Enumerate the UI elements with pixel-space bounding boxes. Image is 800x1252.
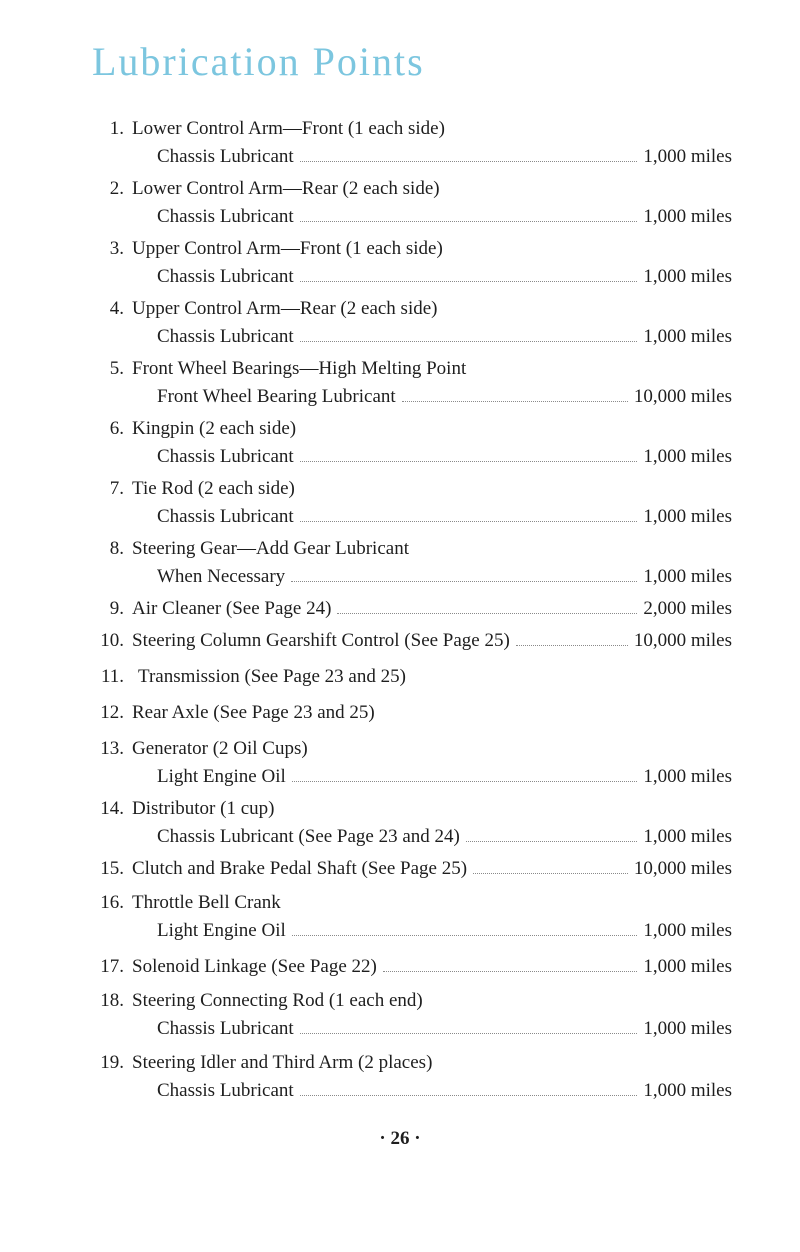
dot-leader — [291, 581, 637, 582]
entry-detail-row — [0, 320, 800, 348]
entry-lubricant: Chassis Lubricant — [157, 1080, 294, 1101]
entry-interval: 1,000 miles — [643, 566, 732, 587]
entry-number: 17. — [100, 956, 124, 977]
entry-lubricant: Chassis Lubricant — [157, 446, 294, 467]
entry-interval: 1,000 miles — [643, 446, 732, 467]
list-item — [0, 882, 800, 942]
dot-leader — [300, 1095, 638, 1096]
entry-heading-row — [0, 728, 800, 760]
list-item — [0, 408, 800, 468]
entry-detail-row — [0, 820, 800, 848]
entry-heading-row — [0, 528, 800, 560]
entry-interval: 1,000 miles — [643, 506, 732, 527]
entry-detail-row — [0, 260, 800, 288]
entry-heading: Steering Column Gearshift Control (See Page 25) — [132, 630, 510, 651]
entry-heading-row — [0, 228, 800, 260]
entry-number: 18. — [100, 990, 124, 1011]
dot-leader — [337, 613, 637, 614]
list-item — [0, 728, 800, 788]
entry-heading-row — [0, 848, 800, 880]
entry-interval: 1,000 miles — [643, 326, 732, 347]
entry-detail-row — [0, 1074, 800, 1102]
list-item — [0, 656, 800, 688]
list-item — [0, 848, 800, 880]
entry-detail-row — [0, 760, 800, 788]
dot-leader — [300, 221, 638, 222]
entry-interval: 2,000 miles — [643, 598, 732, 619]
entry-heading: Steering Connecting Rod (1 each end) — [132, 990, 423, 1011]
entry-interval: 1,000 miles — [643, 920, 732, 941]
entry-number: 12. — [100, 702, 124, 723]
entry-heading-row — [0, 108, 800, 140]
entry-heading-row — [0, 168, 800, 200]
entry-interval: 1,000 miles — [643, 266, 732, 287]
dot-leader — [402, 401, 628, 402]
entry-heading-row — [0, 468, 800, 500]
entry-detail-row — [0, 500, 800, 528]
entry-number: 13. — [100, 738, 124, 759]
entry-number: 19. — [100, 1052, 124, 1073]
dot-leader — [300, 1033, 638, 1034]
entry-heading: Air Cleaner (See Page 24) — [132, 598, 332, 619]
page-title: Lubrication Points — [92, 39, 425, 84]
entry-lubricant: Front Wheel Bearing Lubricant — [157, 386, 396, 407]
list-item — [0, 528, 800, 588]
entry-lubricant: Chassis Lubricant — [157, 146, 294, 167]
entry-detail-row — [0, 440, 800, 468]
entry-number: 3. — [109, 238, 124, 259]
list-item — [0, 288, 800, 348]
entry-heading: Steering Idler and Third Arm (2 places) — [132, 1052, 433, 1073]
entry-detail-row — [0, 380, 800, 408]
dot-leader — [300, 281, 638, 282]
entry-heading-row — [0, 588, 800, 620]
list-item — [0, 980, 800, 1040]
entry-lubricant: Chassis Lubricant (See Page 23 and 24) — [157, 826, 460, 847]
dot-leader — [473, 873, 628, 874]
entry-heading: Lower Control Arm—Rear (2 each side) — [132, 178, 440, 199]
entry-heading: Front Wheel Bearings—High Melting Point — [132, 358, 467, 379]
entry-number: 7. — [109, 478, 124, 499]
entry-interval: 1,000 miles — [643, 146, 732, 167]
entry-lubricant: Chassis Lubricant — [157, 266, 294, 287]
list-item — [0, 108, 800, 168]
entry-heading: Generator (2 Oil Cups) — [132, 738, 308, 759]
dot-leader — [300, 161, 638, 162]
dot-leader — [300, 461, 638, 462]
dot-leader — [516, 645, 628, 646]
entry-heading-row — [0, 288, 800, 320]
page-number: · 26 · — [379, 1128, 421, 1149]
entry-heading: Transmission (See Page 23 and 25) — [138, 666, 406, 687]
entry-detail-row — [0, 914, 800, 942]
entry-heading: Upper Control Arm—Rear (2 each side) — [132, 298, 438, 319]
entry-heading-row — [0, 882, 800, 914]
entry-interval: 1,000 miles — [643, 766, 732, 787]
entry-heading: Rear Axle (See Page 23 and 25) — [132, 702, 375, 723]
entry-lubricant: Chassis Lubricant — [157, 206, 294, 227]
list-item — [0, 946, 800, 978]
entry-interval: 1,000 miles — [643, 206, 732, 227]
list-item — [0, 1042, 800, 1102]
entry-heading-row — [0, 408, 800, 440]
entry-heading: Solenoid Linkage (See Page 22) — [132, 956, 377, 977]
entry-heading-row — [0, 620, 800, 652]
entry-heading: Lower Control Arm—Front (1 each side) — [132, 118, 445, 139]
entry-lubricant: Chassis Lubricant — [157, 506, 294, 527]
entry-number: 2. — [109, 178, 124, 199]
entry-heading: Kingpin (2 each side) — [132, 418, 297, 439]
list-item — [0, 588, 800, 620]
entry-number: 5. — [109, 358, 124, 379]
list-item — [0, 788, 800, 848]
entry-detail-row — [0, 140, 800, 168]
entry-number: 11. — [100, 666, 124, 687]
entry-interval: 1,000 miles — [643, 956, 732, 977]
list-item — [0, 468, 800, 528]
entry-heading-row — [0, 692, 800, 724]
entry-number: 14. — [100, 798, 124, 819]
entry-number: 4. — [109, 298, 124, 319]
entry-interval: 10,000 miles — [633, 858, 732, 879]
entry-number: 6. — [109, 418, 124, 439]
entry-heading: Upper Control Arm—Front (1 each side) — [132, 238, 443, 259]
entry-heading-row — [0, 348, 800, 380]
entry-interval: 1,000 miles — [643, 1018, 732, 1039]
entry-heading-row — [0, 1042, 800, 1074]
dot-leader — [383, 971, 637, 972]
entry-interval: 10,000 miles — [633, 630, 732, 651]
entry-heading-row — [0, 980, 800, 1012]
entry-number: 10. — [100, 630, 124, 651]
entry-heading: Distributor (1 cup) — [132, 798, 275, 819]
list-item — [0, 168, 800, 228]
entry-interval: 1,000 miles — [643, 1080, 732, 1101]
dot-leader — [292, 781, 638, 782]
entry-number: 16. — [100, 892, 124, 913]
entry-heading: Steering Gear—Add Gear Lubricant — [132, 538, 409, 559]
entry-lubricant: Chassis Lubricant — [157, 326, 294, 347]
entry-interval: 1,000 miles — [643, 826, 732, 847]
entry-lubricant: Light Engine Oil — [157, 920, 286, 941]
entry-detail-row — [0, 560, 800, 588]
entry-lubricant: When Necessary — [157, 566, 286, 587]
entry-heading: Throttle Bell Crank — [132, 892, 281, 913]
entry-heading-row — [0, 656, 800, 688]
dot-leader — [292, 935, 638, 936]
list-item — [0, 228, 800, 288]
list-item — [0, 620, 800, 652]
entry-number: 1. — [109, 118, 124, 139]
dot-leader — [300, 521, 638, 522]
list-item — [0, 348, 800, 408]
entry-number: 8. — [109, 538, 124, 559]
entry-heading: Clutch and Brake Pedal Shaft (See Page 25) — [132, 858, 468, 879]
list-item — [0, 692, 800, 724]
entry-heading: Tie Rod (2 each side) — [132, 478, 295, 499]
lubrication-list — [0, 108, 800, 1102]
entry-number: 9. — [109, 598, 124, 619]
entry-heading-row — [0, 788, 800, 820]
entry-lubricant: Light Engine Oil — [157, 766, 286, 787]
entry-lubricant: Chassis Lubricant — [157, 1018, 294, 1039]
entry-detail-row — [0, 1012, 800, 1040]
entry-number: 15. — [100, 858, 124, 879]
dot-leader — [300, 341, 638, 342]
entry-detail-row — [0, 200, 800, 228]
entry-heading-row — [0, 946, 800, 978]
entry-interval: 10,000 miles — [633, 386, 732, 407]
dot-leader — [466, 841, 637, 842]
